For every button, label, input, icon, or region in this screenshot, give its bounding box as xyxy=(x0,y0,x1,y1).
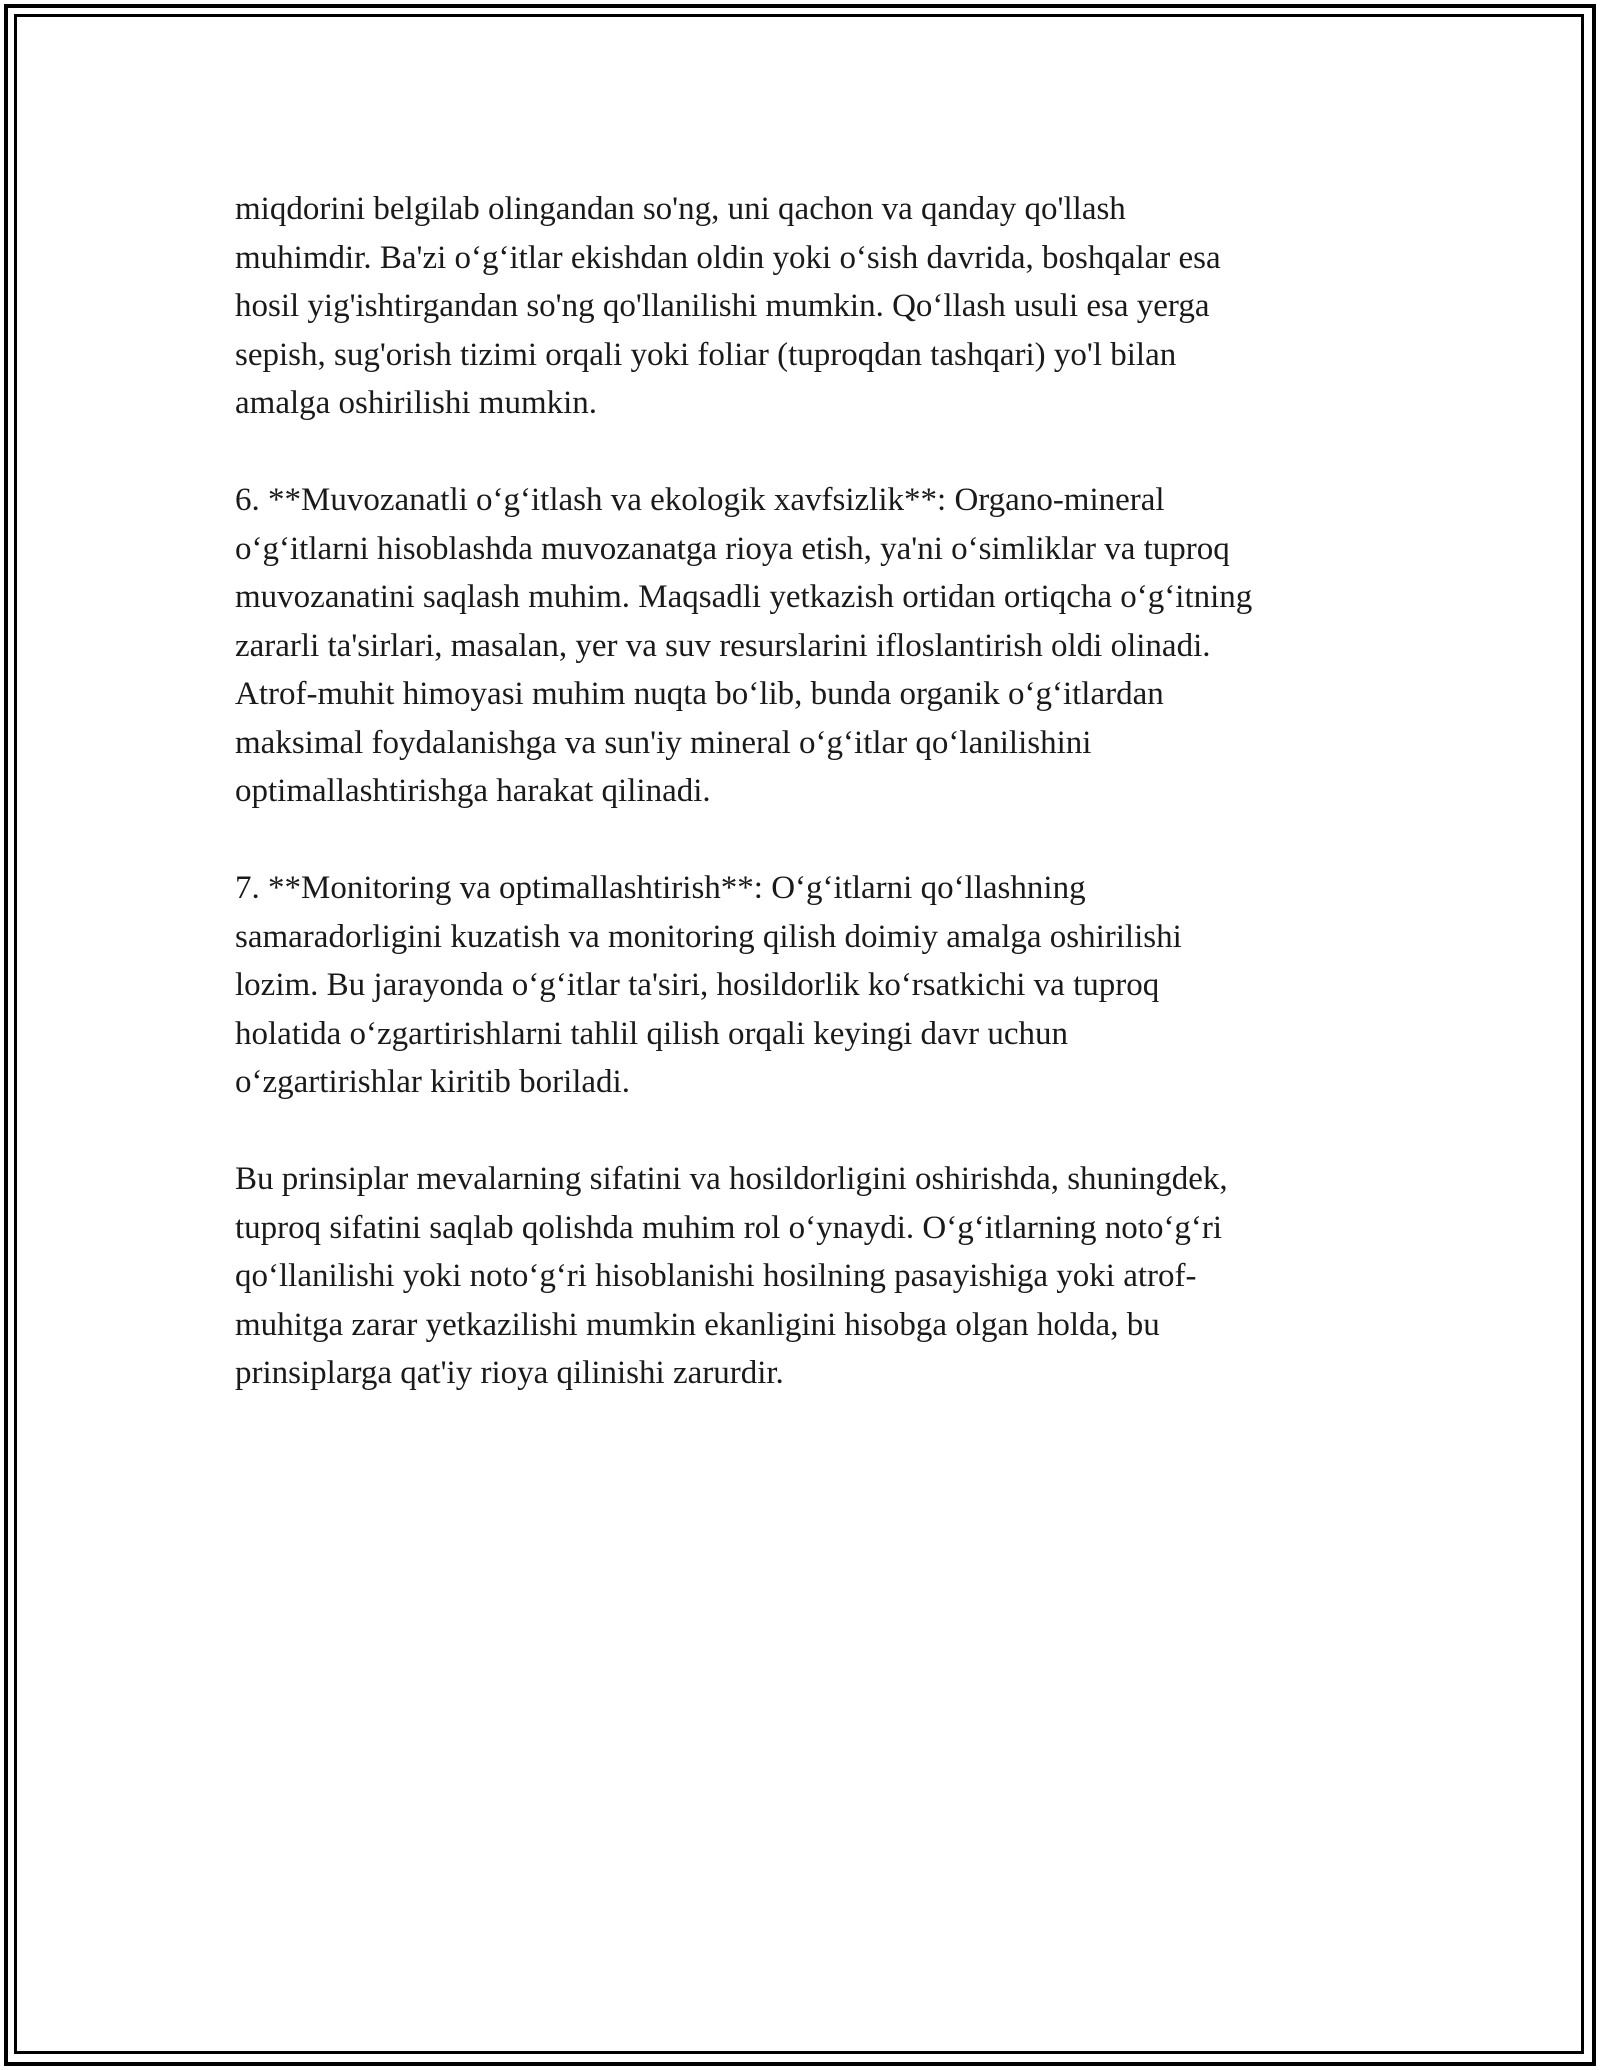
paragraph-application-timing xyxy=(235,185,1375,428)
text-line: qo‘llanilishi yoki noto‘g‘ri hisoblanishi hosilning pasayishiga yoki atrof- xyxy=(235,1258,1197,1294)
text-line: o‘zgartirishlar kiritib boriladi. xyxy=(235,1064,630,1100)
text-line: muhitga zarar yetkazilishi mumkin ekanligini hisobga olgan holda, bu xyxy=(235,1306,1160,1343)
document-body xyxy=(235,185,1375,1446)
text-line: o‘g‘itlarni hisoblashda muvozanatga rioya etish, ya'ni o‘simliklar va tuproq xyxy=(235,530,1230,567)
text-line: maksimal foydalanishga va sun'iy mineral o‘g‘itlar qo‘lanilishini xyxy=(235,724,1092,761)
text-line: prinsiplarga qat'iy rioya qilinishi zarurdir. xyxy=(235,1355,784,1391)
text-line: lozim. Bu jarayonda o‘g‘itlar ta'siri, hosildorlik ko‘rsatkichi va tuproq xyxy=(235,967,1160,1003)
paragraph-item-6 xyxy=(235,476,1375,816)
text-line: Atrof-muhit himoyasi muhim nuqta bo‘lib, bunda organik o‘g‘itlardan xyxy=(235,676,1164,712)
text-line: miqdorini belgilab olingandan so'ng, uni qachon va qanday qo'llash xyxy=(235,191,1126,227)
text-line: hosil yig'ishtirgandan so'ng qo'llanilishi mumkin. Qo‘llash usuli esa yerga xyxy=(235,288,1210,324)
text-line: amalga oshirilishi mumkin. xyxy=(235,385,598,421)
text-line: 6. **Muvozanatli o‘g‘itlash va ekologik xavfsizlik**: Organo-mineral xyxy=(235,482,1165,518)
paragraph-item-7 xyxy=(235,864,1375,1107)
text-line: zararli ta'sirlari, masalan, yer va suv resurslarini ifloslantirish oldi olinadi. xyxy=(235,627,1211,664)
paragraph-conclusion xyxy=(235,1155,1375,1398)
text-line: tuproq sifatini saqlab qolishda muhim rol o‘ynaydi. O‘g‘itlarning noto‘g‘ri xyxy=(235,1209,1223,1246)
text-line: samaradorligini kuzatish va monitoring qilish doimiy amalga oshirilishi xyxy=(235,918,1182,955)
text-line: Bu prinsiplar mevalarning sifatini va hosildorligini oshirishda, shuningdek, xyxy=(235,1161,1228,1197)
text-line: optimallashtirishga harakat qilinadi. xyxy=(235,773,711,809)
text-line: 7. **Monitoring va optimallashtirish**: O‘g‘itlarni qo‘llashning xyxy=(235,870,1086,906)
text-line: muvozanatini saqlash muhim. Maqsadli yetkazish ortidan ortiqcha o‘g‘itning xyxy=(235,579,1253,615)
text-line: muhimdir. Ba'zi o‘g‘itlar ekishdan oldin yoki o‘sish davrida, boshqalar esa xyxy=(235,239,1221,276)
text-line: sepish, sug'orish tizimi orqali yoki foliar (tuproqdan tashqari) yo'l bilan xyxy=(235,336,1177,373)
text-line: holatida o‘zgartirishlarni tahlil qilish orqali keyingi davr uchun xyxy=(235,1015,1069,1052)
